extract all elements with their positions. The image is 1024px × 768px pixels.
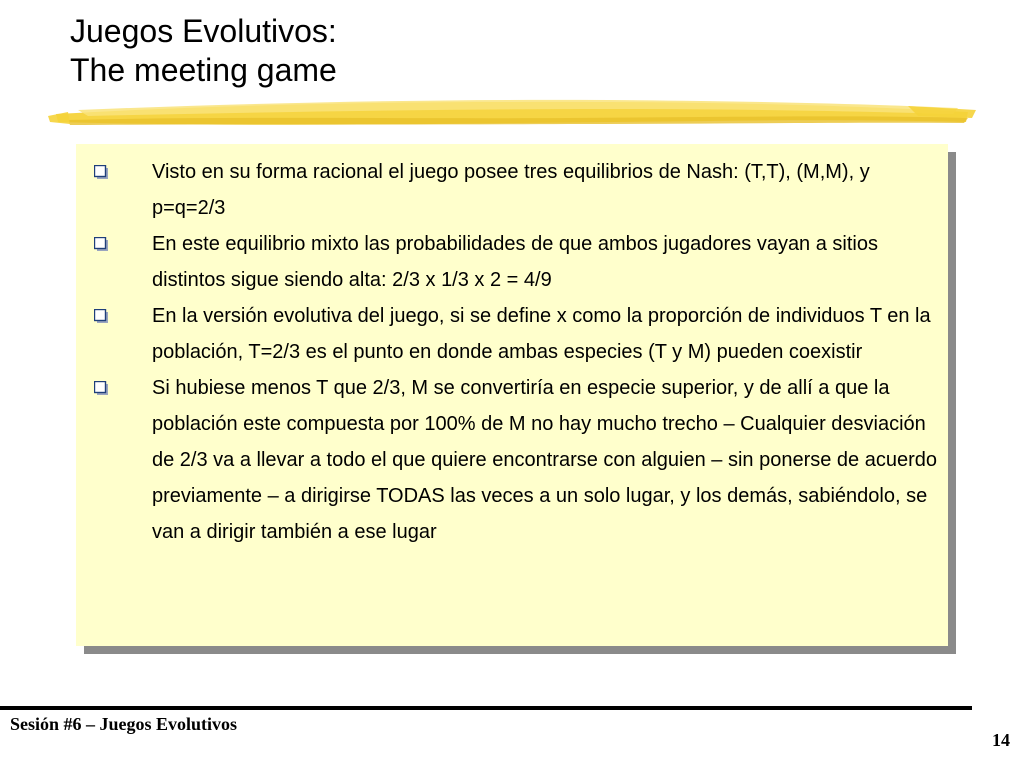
title-line-1: Juegos Evolutivos: bbox=[70, 13, 337, 49]
content-box bbox=[76, 144, 948, 646]
bullet-list bbox=[90, 154, 940, 550]
bullet-text: En este equilibrio mixto las probabilidades de que ambos jugadores vayan a sitios distintos sigue siendo alta: 2/3 x 1/3 x 2 = 4/9 bbox=[152, 233, 878, 291]
checkbox-icon bbox=[94, 237, 108, 251]
slide-title bbox=[70, 12, 337, 90]
bullet-text: Visto en su forma racional el juego posee tres equilibrios de Nash: (T,T), (M,M), y p=q=2/3 bbox=[152, 161, 870, 219]
page-number: 14 bbox=[992, 730, 1010, 750]
footer-divider bbox=[0, 706, 972, 710]
bullet-item bbox=[90, 226, 940, 298]
highlighter-brush-stroke bbox=[48, 92, 976, 132]
bullet-item bbox=[90, 154, 940, 226]
bullet-text: En la versión evolutiva del juego, si se define x como la proporción de individuos T en la población, T=2/3 es el punto en donde ambas especies (T y M) pueden coexistir bbox=[152, 305, 931, 363]
title-line-2: The meeting game bbox=[70, 52, 337, 88]
bullet-item bbox=[90, 370, 940, 550]
checkbox-icon bbox=[94, 165, 108, 179]
footer-text: Sesión #6 – Juegos Evolutivos bbox=[10, 714, 238, 734]
bullet-text: Si hubiese menos T que 2/3, M se convertiría en especie superior, y de allí a que la población este compuesta por 100% de M no hay mucho trecho – Cualquier desviación de 2/3 va a llevar a todo el que quiere encontrarse con alguien – sin ponerse de acuerdo previamente – a dirigirse TODAS las veces a un solo lugar, y los demás, sabiéndolo, se van a dirigir también a ese lugar bbox=[152, 377, 937, 543]
checkbox-icon bbox=[94, 381, 108, 395]
checkbox-icon bbox=[94, 309, 108, 323]
bullet-item bbox=[90, 298, 940, 370]
